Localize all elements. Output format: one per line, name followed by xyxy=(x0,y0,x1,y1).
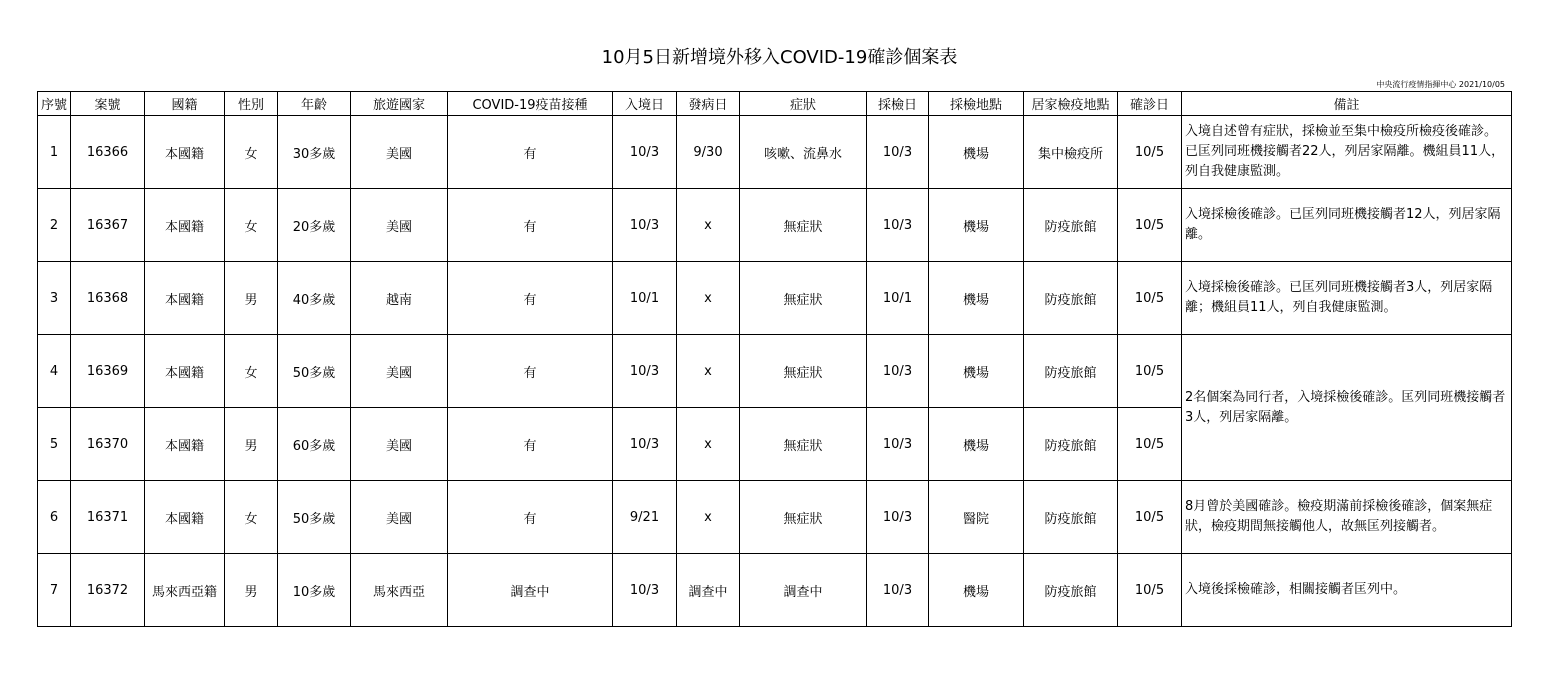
entry-date-cell: 10/3 xyxy=(613,116,677,189)
serial-cell: 7 xyxy=(38,554,71,627)
table-row xyxy=(38,262,1512,335)
table-row xyxy=(38,554,1512,627)
entry-date-cell: 10/3 xyxy=(613,335,677,408)
travel-country-cell: 美國 xyxy=(351,408,448,481)
gender-cell: 男 xyxy=(225,408,278,481)
onset-date-cell: 調查中 xyxy=(677,554,740,627)
gender-cell: 女 xyxy=(225,481,278,554)
serial-cell: 5 xyxy=(38,408,71,481)
confirm-date-cell: 10/5 xyxy=(1118,408,1182,481)
test-date-cell: 10/3 xyxy=(867,554,929,627)
test-location-cell: 機場 xyxy=(929,335,1024,408)
travel-country-cell: 美國 xyxy=(351,335,448,408)
remark-cell: 入境採檢後確診。已匡列同班機接觸者3人，列居家隔離；機組員11人，列自我健康監測。 xyxy=(1182,262,1512,335)
vaccine-cell: 有 xyxy=(448,116,613,189)
test-location-cell: 機場 xyxy=(929,189,1024,262)
remark-cell: 入境後採檢確診，相關接觸者匡列中。 xyxy=(1182,554,1512,627)
entry-date-cell: 10/3 xyxy=(613,554,677,627)
age-cell: 10多歲 xyxy=(278,554,351,627)
vaccine-cell: 有 xyxy=(448,408,613,481)
col-header: 案號 xyxy=(71,92,145,116)
symptom-cell: 無症狀 xyxy=(740,408,867,481)
vaccine-cell: 有 xyxy=(448,335,613,408)
age-cell: 50多歲 xyxy=(278,335,351,408)
onset-date-cell: x xyxy=(677,262,740,335)
remark-cell: 2名個案為同行者，入境採檢後確診。匡列同班機接觸者3人，列居家隔離。 xyxy=(1182,335,1512,481)
remark-cell: 入境自述曾有症狀，採檢並至集中檢疫所檢疫後確診。已匡列同班機接觸者22人，列居家隔離。機組員11人，列自我健康監測。 xyxy=(1182,116,1512,189)
col-header: 旅遊國家 xyxy=(351,92,448,116)
test-location-cell: 機場 xyxy=(929,262,1024,335)
travel-country-cell: 越南 xyxy=(351,262,448,335)
travel-country-cell: 美國 xyxy=(351,481,448,554)
case-number-cell: 16372 xyxy=(71,554,145,627)
quarantine-location-cell: 防疫旅館 xyxy=(1024,481,1118,554)
quarantine-location-cell: 集中檢疫所 xyxy=(1024,116,1118,189)
col-header: 年齡 xyxy=(278,92,351,116)
entry-date-cell: 10/1 xyxy=(613,262,677,335)
serial-cell: 2 xyxy=(38,189,71,262)
nationality-cell: 本國籍 xyxy=(145,408,225,481)
col-header: 備註 xyxy=(1182,92,1512,116)
case-number-cell: 16370 xyxy=(71,408,145,481)
confirm-date-cell: 10/5 xyxy=(1118,481,1182,554)
vaccine-cell: 有 xyxy=(448,189,613,262)
vaccine-cell: 有 xyxy=(448,262,613,335)
case-number-cell: 16371 xyxy=(71,481,145,554)
header-row xyxy=(38,92,1512,116)
entry-date-cell: 10/3 xyxy=(613,189,677,262)
col-header: 症狀 xyxy=(740,92,867,116)
col-header: 採檢日 xyxy=(867,92,929,116)
table-row xyxy=(38,481,1512,554)
travel-country-cell: 美國 xyxy=(351,189,448,262)
col-header: 發病日 xyxy=(677,92,740,116)
case-number-cell: 16368 xyxy=(71,262,145,335)
onset-date-cell: x xyxy=(677,335,740,408)
gender-cell: 男 xyxy=(225,262,278,335)
table-row xyxy=(38,189,1512,262)
test-location-cell: 機場 xyxy=(929,408,1024,481)
cases-table xyxy=(37,91,1512,627)
quarantine-location-cell: 防疫旅館 xyxy=(1024,189,1118,262)
source-note: 中央流行疫情指揮中心 2021/10/05 xyxy=(1376,80,1505,89)
test-date-cell: 10/3 xyxy=(867,481,929,554)
table-row xyxy=(38,335,1512,408)
symptom-cell: 無症狀 xyxy=(740,481,867,554)
quarantine-location-cell: 防疫旅館 xyxy=(1024,408,1118,481)
confirm-date-cell: 10/5 xyxy=(1118,116,1182,189)
remark-cell: 8月曾於美國確診。檢疫期滿前採檢後確診，個案無症狀，檢疫期間無接觸他人，故無匡列接觸者。 xyxy=(1182,481,1512,554)
test-date-cell: 10/3 xyxy=(867,116,929,189)
nationality-cell: 馬來西亞籍 xyxy=(145,554,225,627)
vaccine-cell: 調查中 xyxy=(448,554,613,627)
nationality-cell: 本國籍 xyxy=(145,481,225,554)
travel-country-cell: 美國 xyxy=(351,116,448,189)
symptom-cell: 無症狀 xyxy=(740,335,867,408)
serial-cell: 1 xyxy=(38,116,71,189)
travel-country-cell: 馬來西亞 xyxy=(351,554,448,627)
quarantine-location-cell: 防疫旅館 xyxy=(1024,262,1118,335)
entry-date-cell: 10/3 xyxy=(613,408,677,481)
onset-date-cell: 9/30 xyxy=(677,116,740,189)
col-header: 採檢地點 xyxy=(929,92,1024,116)
confirm-date-cell: 10/5 xyxy=(1118,554,1182,627)
test-date-cell: 10/3 xyxy=(867,408,929,481)
vaccine-cell: 有 xyxy=(448,481,613,554)
col-header: 入境日 xyxy=(613,92,677,116)
test-location-cell: 醫院 xyxy=(929,481,1024,554)
symptom-cell: 無症狀 xyxy=(740,262,867,335)
symptom-cell: 無症狀 xyxy=(740,189,867,262)
col-header: 性別 xyxy=(225,92,278,116)
col-header: 確診日 xyxy=(1118,92,1182,116)
age-cell: 30多歲 xyxy=(278,116,351,189)
nationality-cell: 本國籍 xyxy=(145,116,225,189)
case-number-cell: 16367 xyxy=(71,189,145,262)
symptom-cell: 調查中 xyxy=(740,554,867,627)
confirm-date-cell: 10/5 xyxy=(1118,262,1182,335)
col-header: 國籍 xyxy=(145,92,225,116)
test-date-cell: 10/3 xyxy=(867,335,929,408)
quarantine-location-cell: 防疫旅館 xyxy=(1024,335,1118,408)
case-number-cell: 16366 xyxy=(71,116,145,189)
test-location-cell: 機場 xyxy=(929,554,1024,627)
symptom-cell: 咳嗽、流鼻水 xyxy=(740,116,867,189)
remark-cell: 入境採檢後確診。已匡列同班機接觸者12人，列居家隔離。 xyxy=(1182,189,1512,262)
col-header: COVID-19疫苗接種 xyxy=(448,92,613,116)
age-cell: 60多歲 xyxy=(278,408,351,481)
age-cell: 20多歲 xyxy=(278,189,351,262)
nationality-cell: 本國籍 xyxy=(145,335,225,408)
confirm-date-cell: 10/5 xyxy=(1118,189,1182,262)
entry-date-cell: 9/21 xyxy=(613,481,677,554)
col-header: 居家檢疫地點 xyxy=(1024,92,1118,116)
gender-cell: 女 xyxy=(225,189,278,262)
quarantine-location-cell: 防疫旅館 xyxy=(1024,554,1118,627)
nationality-cell: 本國籍 xyxy=(145,262,225,335)
onset-date-cell: x xyxy=(677,408,740,481)
nationality-cell: 本國籍 xyxy=(145,189,225,262)
age-cell: 40多歲 xyxy=(278,262,351,335)
onset-date-cell: x xyxy=(677,481,740,554)
test-date-cell: 10/1 xyxy=(867,262,929,335)
test-date-cell: 10/3 xyxy=(867,189,929,262)
table-row xyxy=(38,116,1512,189)
gender-cell: 男 xyxy=(225,554,278,627)
page-title: 10月5日新增境外移入COVID-19確診個案表 xyxy=(601,47,958,68)
case-number-cell: 16369 xyxy=(71,335,145,408)
col-header: 序號 xyxy=(38,92,71,116)
confirm-date-cell: 10/5 xyxy=(1118,335,1182,408)
gender-cell: 女 xyxy=(225,116,278,189)
serial-cell: 3 xyxy=(38,262,71,335)
test-location-cell: 機場 xyxy=(929,116,1024,189)
age-cell: 50多歲 xyxy=(278,481,351,554)
serial-cell: 4 xyxy=(38,335,71,408)
gender-cell: 女 xyxy=(225,335,278,408)
onset-date-cell: x xyxy=(677,189,740,262)
serial-cell: 6 xyxy=(38,481,71,554)
